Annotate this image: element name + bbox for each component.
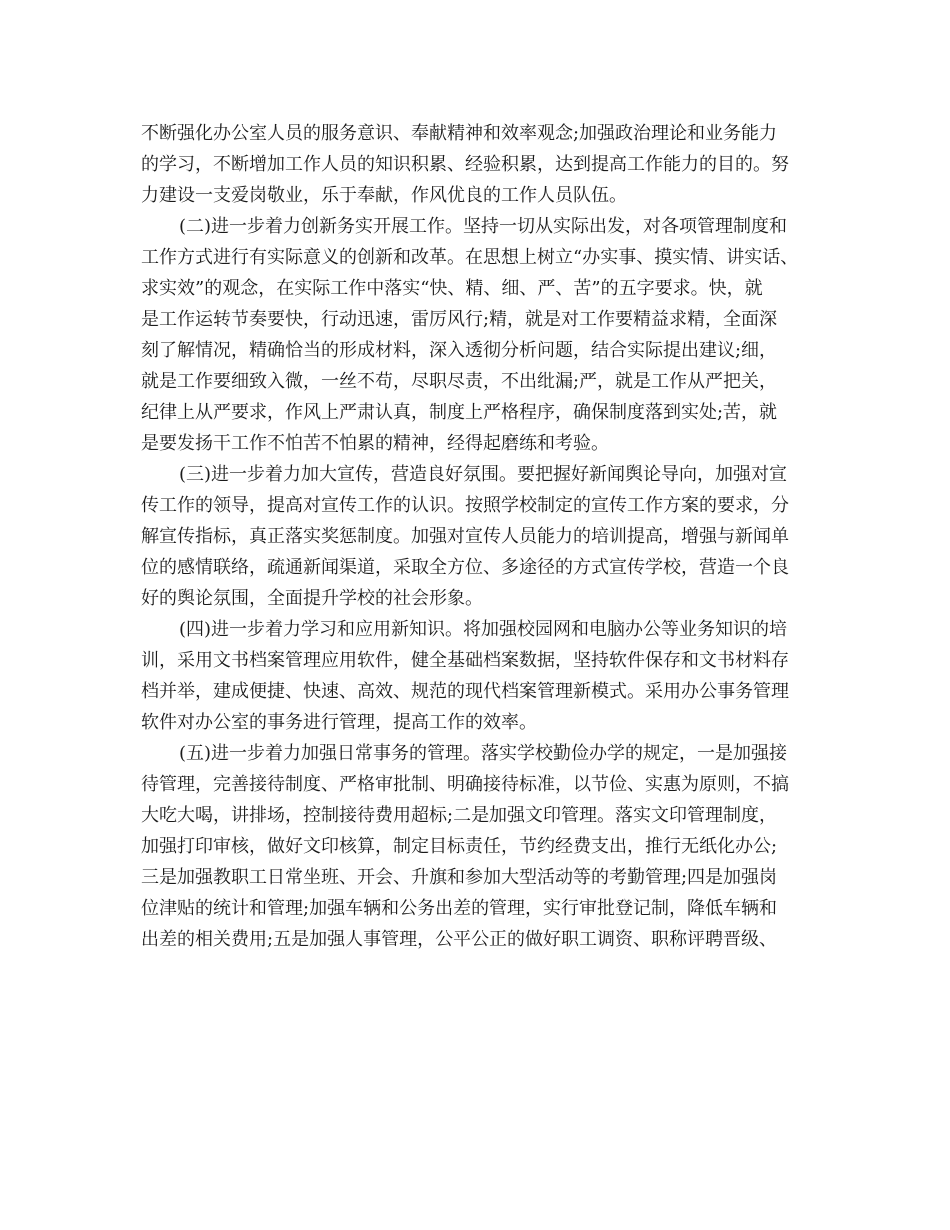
text-line: 大吃大喝，讲排场，控制接待费用超标;二是加强文印管理。落实文印管理制度，	[141, 805, 778, 826]
text-line: 待管理，完善接待制度、严格审批制、明确接待标准，以节俭、实惠为原则，不搞	[141, 774, 789, 795]
document-body	[141, 118, 821, 955]
text-line: 三是加强教职工日常坐班、开会、升旗和参加大型活动等的考勤管理;四是加强岗	[141, 867, 778, 888]
section-3-heading-line: (三)进一步着力加大宣传，营造良好氛围。要把握好新闻舆论导向，加强对宣	[179, 464, 788, 485]
text-line: 不断强化办公室人员的服务意识、奉献精神和效率观念;加强政治理论和业务能力	[141, 123, 778, 144]
text-line: 工作方式进行有实际意义的创新和改革。在思想上树立“办实事、摸实情、讲实话、	[141, 247, 799, 268]
text-line: 是工作运转节奏要快，行动迅速，雷厉风行;精，就是对工作要精益求精，全面深	[141, 309, 778, 330]
text-line: 训，采用文书档案管理应用软件，健全基础档案数据，坚持软件保存和文书材料存	[141, 650, 789, 671]
text-line: 是要发扬干工作不怕苦不怕累的精神，经得起磨练和考验。	[141, 433, 609, 454]
section-5-heading-line: (五)进一步着力加强日常事务的管理。落实学校勤俭办学的规定，一是加强接	[179, 743, 788, 764]
text-line: 传工作的领导，提高对宣传工作的认识。按照学校制定的宣传工作方案的要求，分	[141, 495, 789, 516]
text-line: 刻了解情况，精确恰当的形成材料，深入透彻分析问题，结合实际提出建议;细，	[141, 340, 778, 361]
text-line: 的学习，不断增加工作人员的知识积累、经验积累，达到提高工作能力的目的。努	[141, 154, 789, 175]
text-line: 好的舆论氛围，全面提升学校的社会形象。	[141, 588, 483, 609]
text-line: 出差的相关费用;五是加强人事管理，公平公正的做好职工调资、职称评聘晋级、	[141, 929, 778, 950]
section-2-heading-line: (二)进一步着力创新务实开展工作。坚持一切从实际出发，对各项管理制度和	[179, 216, 788, 237]
text-line: 求实效”的观念，在实际工作中落实“快、精、细、严、苦”的五字要求。快，就	[141, 278, 763, 299]
text-line: 加强打印审核，做好文印核算，制定目标责任，节约经费支出，推行无纸化办公;	[141, 836, 778, 857]
text-line: 位津贴的统计和管理;加强车辆和公务出差的管理，实行审批登记制，降低车辆和	[141, 898, 778, 919]
text-line: 软件对办公室的事务进行管理，提高工作的效率。	[141, 712, 537, 733]
text-line: 就是工作要细致入微，一丝不苟，尽职尽责，不出纰漏;严，就是工作从严把关，	[141, 371, 778, 392]
section-4-heading-line: (四)进一步着力学习和应用新知识。将加强校园网和电脑办公等业务知识的培	[179, 619, 788, 640]
text-line: 位的感情联络，疏通新闻渠道，采取全方位、多途径的方式宣传学校，营造一个良	[141, 557, 789, 578]
text-line: 档并举，建成便捷、快速、高效、规范的现代档案管理新模式。采用办公事务管理	[141, 681, 789, 702]
text-line: 力建设一支爱岗敬业，乐于奉献，作风优良的工作人员队伍。	[141, 185, 627, 206]
text-line: 纪律上从严要求，作风上严肃认真，制度上严格程序，确保制度落到实处;苦，就	[141, 402, 778, 423]
text-line: 解宣传指标，真正落实奖惩制度。加强对宣传人员能力的培训提高，增强与新闻单	[141, 526, 789, 547]
